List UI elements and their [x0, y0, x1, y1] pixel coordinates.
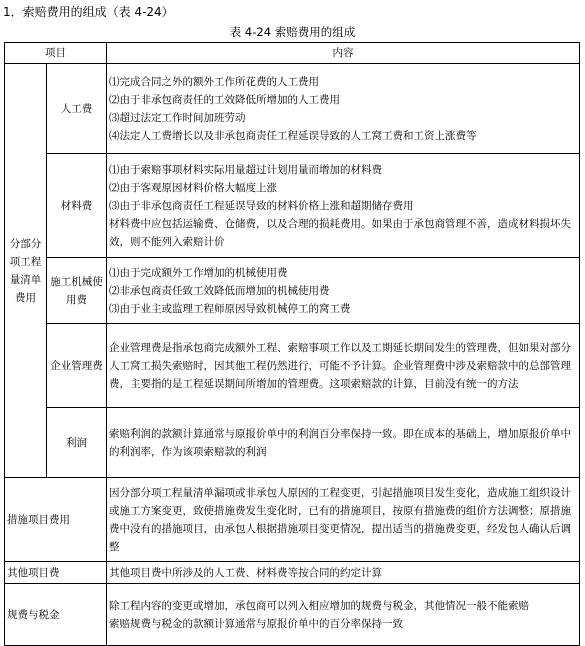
- row-content: 企业管理费是指承包商完成额外工程、索赔事项工作以及工期延长期间发生的管理费，但如果对部分人工窝工损失索赔时，因其他工程仍然进行，可能不予计算。企业管理费中涉及索赔款中的总部管理费，主要指的是工程延误期间所增加的管理费。这项索赔款的计算，目前没有统一的方法: [107, 324, 580, 408]
- row-content: [107, 258, 580, 324]
- row-content: 其他项目费中所涉及的人工费、材料费等按合同的约定计算: [107, 562, 580, 584]
- row-label: 其他项目费: [5, 562, 107, 584]
- table-row: [5, 478, 580, 562]
- list-item: 除工程内容的变更或增加，承包商可以列入相应增加的规费与税金，其他情况一般不能索赔: [109, 599, 529, 612]
- group-label: 分部分项工程量清单费用: [5, 64, 47, 478]
- list-item: ⑶由于非承包商责任工程延误导致的材料价格上涨和超期储存费用: [109, 199, 414, 212]
- row-label: 人工费: [47, 64, 107, 154]
- table-row: [5, 584, 580, 646]
- list-item: ⑵由于非承包商责任的工效降低所增加的人工费用: [109, 93, 340, 106]
- table-row: [5, 258, 580, 324]
- list-item: ⑴由于完成额外工作增加的机械使用费: [109, 266, 288, 279]
- row-content: [107, 154, 580, 258]
- list-item: ⑴完成合同之外的额外工作所花费的人工费用: [109, 75, 319, 88]
- list-item: ⑶由于业主或监理工程师原因导致机械停工的窝工费: [109, 302, 351, 315]
- table-row: [5, 154, 580, 258]
- list-item: ⑵非承包商责任致工效降低而增加的机械使用费: [109, 284, 330, 297]
- header-content: 内容: [107, 43, 580, 64]
- row-label: 规费与税金: [5, 584, 107, 646]
- table-row: [5, 408, 580, 478]
- row-content: [107, 64, 580, 154]
- table-caption: 表 4-24 索赔费用的组成: [229, 25, 356, 39]
- list-item: 索赔规费与税金的款额计算通常与原报价单中的百分率保持一致: [109, 617, 403, 630]
- row-content: 索赔利润的款额计算通常与原报价单中的利润百分率保持一致。即在成本的基础上，增加原报价单中的利润率，作为该项索赔款的利润: [107, 408, 580, 478]
- row-label: 利润: [47, 408, 107, 478]
- row-label: 施工机械使用费: [47, 258, 107, 324]
- list-item: ⑶超过法定工作时间加班劳动: [109, 111, 246, 124]
- header-row: [5, 43, 580, 64]
- table-row: [5, 562, 580, 584]
- section-heading: 1．索赔费用的组成（表 4-24）: [3, 5, 174, 19]
- row-label: 措施项目费用: [5, 478, 107, 562]
- row-label: 材料费: [47, 154, 107, 258]
- row-content: [107, 584, 580, 646]
- list-item: ⑴由于索赔事项材料实际用量超过计划用量而增加的材料费: [109, 163, 382, 176]
- table-row: [5, 324, 580, 408]
- claim-cost-table: [4, 42, 580, 646]
- row-content: 因分部分项工程量清单漏项或非承包人原因的工程变更，引起措施项目发生变化，造成施工组织设计或施工方案变更，致使措施费发生变化时，已有的措施项目，按原有措施费的组价方法调整；原措施费中没有的措施项目，由承包人根据措施项目变更情况，提出适当的措施费变更，经发包人确认后调整: [107, 478, 580, 562]
- list-item: ⑵由于客观原因材料价格大幅度上涨: [109, 181, 277, 194]
- list-item: ⑷法定人工费增长以及非承包商责任工程延误导致的人工窝工费和工资上涨费等: [109, 129, 477, 142]
- row-label: 企业管理费: [47, 324, 107, 408]
- table-row: [5, 64, 580, 154]
- note-text: 材料费中应包括运输费、仓储费，以及合理的损耗费用。如果由于承包商管理不善，造成材料损坏失效，则不能列入索赔计价: [109, 217, 571, 248]
- header-item: 项目: [5, 43, 107, 64]
